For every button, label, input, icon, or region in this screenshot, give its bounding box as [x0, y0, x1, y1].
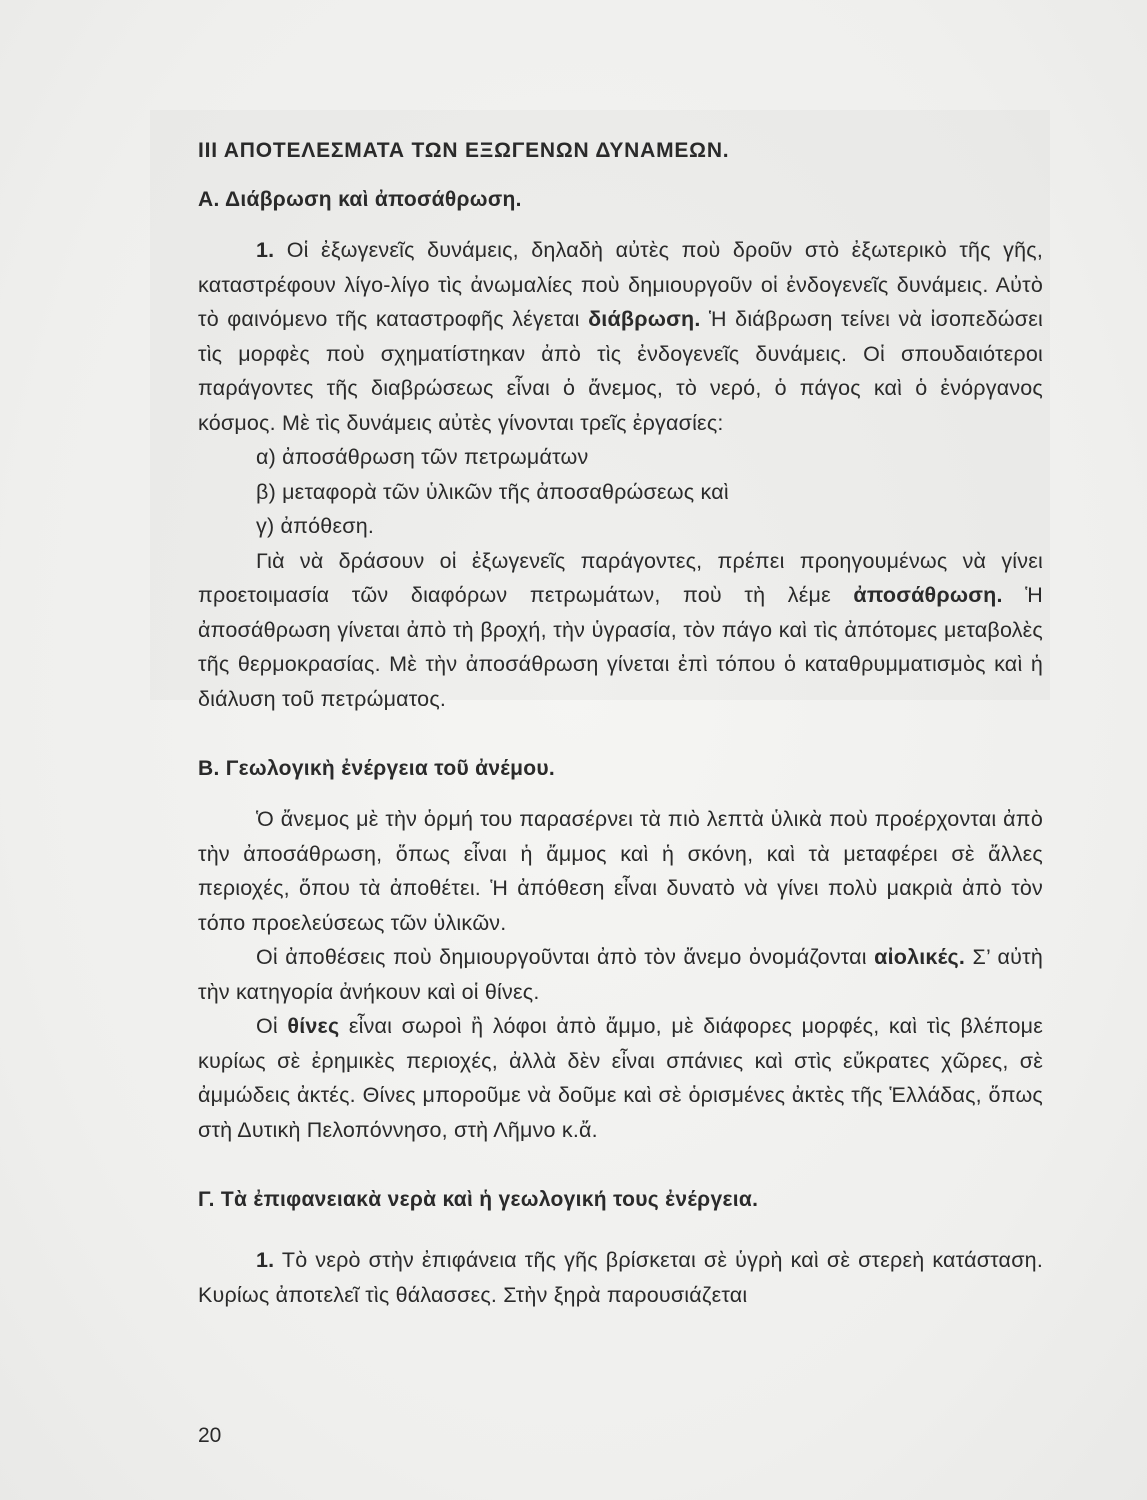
paragraph-a2: Γιὰ νὰ δράσουν οἱ ἐξωγενεῖς παράγοντες, πρέπει προηγουμένως νὰ γίνει προετοιμασία τῶν διαφόρων πετρωμάτων, ποὺ τὴ λέμε ἀποσάθρωση. Ἡ ἀποσάθρωση γίνεται ἀπὸ τὴ βροχή, τὴν ὑγρασία, τὸν πάγο καὶ τὶς ἀπότομες μεταβολὲς τῆς θερμοκρασίας. Μὲ τὴν ἀποσάθρωση γίνεται ἐπὶ τόπου ὁ καταθρυμματισμὸς καὶ ἡ διάλυση τοῦ πετρώματος. [198, 548, 1044, 711]
term-aiolikes: αἰολικές. [874, 945, 966, 969]
term-thines: θίνες [287, 1014, 340, 1038]
subsection-c-heading: Γ. Τὰ ἐπιφανειακὰ νερὰ καὶ ἡ γεωλογική τους ἐνέργεια. [198, 1188, 759, 1211]
subsection-a-heading: Α. Διάβρωση καὶ ἀποσάθρωση. [198, 188, 522, 211]
subsection-b-heading: Β. Γεωλογικὴ ἐνέργεια τοῦ ἀνέμου. [198, 757, 556, 780]
paragraph-b2: Οἱ ἀποθέσεις ποὺ δημιουργοῦνται ἀπὸ τὸν ἄνεμο ὀνομάζονται αἰολικές. Σ’ αὐτὴ τὴν κατηγορία ἀνήκουν καὶ οἱ θίνες. [198, 945, 1043, 1004]
term-aposathrosi: ἀποσάθρωση. [853, 583, 1003, 607]
paragraph-number: 1. [256, 238, 275, 262]
page-content [198, 134, 1043, 1312]
paragraph-c1: 1. Τὸ νερὸ στὴν ἐπιφάνεια τῆς γῆς βρίσκεται σὲ ὑγρὴ καὶ σὲ στερεὴ κατάσταση. Κυρίως ἀποτελεῖ τὶς θάλασσες. Στὴν ξηρὰ παρουσιάζεται [198, 1248, 1043, 1307]
paragraph-b3: Οἱ θίνες εἶναι σωροὶ ἢ λόφοι ἀπὸ ἄμμο, μὲ διάφορες μορφές, καὶ τὶς βλέπομε κυρίως σὲ ἐρημικὲς περιοχές, ἀλλὰ δὲν εἶναι σπάνιες καὶ στὶς εὔκρατες χῶρες, σὲ ἀμμώδεις ἀκτές. Θίνες μποροῦμε νὰ δοῦμε καὶ σὲ ὁρισμένες ἀκτὲς τῆς Ἑλλάδας, ὅπως στὴ Δυτικὴ Πελοπόννησο, στὴ Λῆμνο κ.ἄ. [198, 1014, 1043, 1142]
paragraph-number: 1. [256, 1248, 275, 1272]
paragraph-b1: Ὁ ἄνεμος μὲ τὴν ὁρμή του παρασέρνει τὰ πιὸ λεπτὰ ὑλικὰ ποὺ προέρχονται ἀπὸ τὴν ἀποσάθρωση, ὅπως εἶναι ἡ ἄμμος καὶ ἡ σκόνη, καὶ τὰ μεταφέρει σὲ ἄλλες περιοχές, ὅπου τὰ ἀποθέτει. Ἡ ἀπόθεση εἶναι δυνατὸ νὰ γίνει πολὺ μακριὰ ἀπὸ τὸν τόπο προελεύσεως τῶν ὑλικῶν. [198, 807, 1043, 935]
list-item: α) ἀποσάθρωση τῶν πετρωμάτων [256, 445, 589, 469]
section-title: ΙΙΙ ΑΠΟΤΕΛΕΣΜΑΤΑ ΤΩΝ ΕΞΩΓΕΝΩΝ ΔΥΝΑΜΕΩΝ. [198, 139, 730, 162]
list-item: γ) ἀπόθεση. [256, 514, 375, 538]
list-item: β) μεταφορὰ τῶν ὑλικῶν τῆς ἀποσαθρώσεως καὶ [256, 479, 729, 504]
page-number: 20 [198, 1424, 222, 1447]
term-diavrosi: διάβρωση. [588, 307, 701, 331]
paragraph-a1: 1. Οἱ ἐξωγενεῖς δυνάμεις, δηλαδὴ αὐτὲς ποὺ δροῦν στὸ ἐξωτερικὸ τῆς γῆς, καταστρέφουν λίγο-λίγο τὶς ἀνωμαλίες ποὺ δημιουργοῦν οἱ ἐνδογενεῖς δυνάμεις. Αὐτὸ τὸ φαινόμενο τῆς καταστροφῆς λέγεται διάβρωση. Ἡ διάβρωση τείνει νὰ ἰσοπεδώσει τὶς μορφὲς ποὺ σχηματίστηκαν ἀπὸ τὶς ἐνδογενεῖς δυνάμεις. Οἱ σπουδαιότεροι παράγοντες τῆς διαβρώσεως εἶναι ὁ ἄνεμος, τὸ νερό, ὁ πάγος καὶ ὁ ἐνόργανος κόσμος. Μὲ τὶς δυνάμεις αὐτὲς γίνονται τρεῖς ἐργασίες: [198, 238, 1044, 435]
